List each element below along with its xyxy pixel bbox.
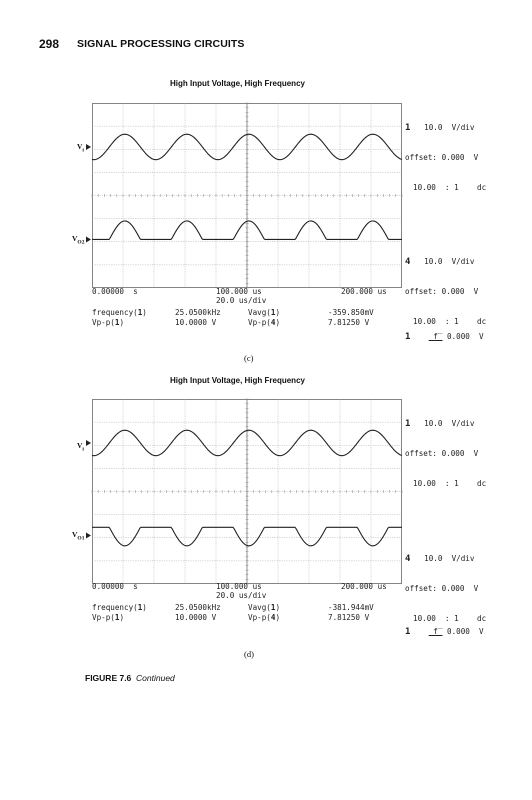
ground-marker-ch4 <box>86 532 91 538</box>
trace-label-vi: $V_i$ <box>77 441 84 453</box>
vpp-ch4-label: Vp-p(4) <box>248 318 281 327</box>
figure-label: FIGURE 7.6 <box>85 673 132 683</box>
ch1-settings <box>405 103 486 213</box>
figure-caption <box>85 673 175 683</box>
vpp-ch4-label: Vp-p(4) <box>248 613 281 622</box>
vavg-value: -381.944mV <box>328 603 374 612</box>
time-end: 200.000 us <box>341 582 387 591</box>
time-mid: 100.000 us <box>216 287 262 296</box>
vavg-value: -359.850mV <box>328 308 374 317</box>
ch1-coupling: 10.00 : 1 dc <box>413 183 487 192</box>
measurement-row-1: frequency(1) <box>92 308 147 317</box>
ch4-scale-line <box>405 554 486 564</box>
ground-marker-ch1 <box>86 144 91 150</box>
vpp-ch4-value: 7.81250 V <box>328 318 370 327</box>
time-start: 0.00000 s <box>92 287 138 296</box>
trace-label-vi: $V_i$ <box>77 142 84 154</box>
frequency-value: 25.0500kHz <box>175 308 221 317</box>
ch1-number: 1 <box>405 419 411 429</box>
vpp-ch1-value: 10.0000 V <box>175 318 217 327</box>
ch1-settings <box>405 399 486 509</box>
ch4-scale: 10.0 V/div <box>424 257 475 266</box>
ch1-number: 1 <box>405 123 411 133</box>
trace-label-vo2: $V_{O2}$ <box>72 234 85 246</box>
time-end: 200.000 us <box>341 287 387 296</box>
ch4-number: 4 <box>405 554 411 564</box>
ch4-scale-line <box>405 257 486 267</box>
time-per-div: 20.0 us/div <box>216 591 267 600</box>
running-head: SIGNAL PROCESSING CIRCUITS <box>77 38 245 50</box>
page-number: 298 <box>39 37 60 51</box>
trigger-edge-icon: _f‾ <box>428 332 443 341</box>
time-start: 0.00000 s <box>92 582 138 591</box>
trigger-readout <box>405 332 484 342</box>
vpp-ch1-value: 10.0000 V <box>175 613 217 622</box>
trace-label-vo1: $V_{O1}$ <box>72 530 85 542</box>
measurement-row-2: Vp-p(1) <box>92 318 125 327</box>
ground-marker-ch1 <box>86 440 91 446</box>
ch4-coupling: 10.00 : 1 dc <box>413 317 487 326</box>
frequency-value: 25.0500kHz <box>175 603 221 612</box>
trigger-channel: 1 <box>405 627 411 637</box>
trigger-level: 0.000 V <box>447 627 484 636</box>
time-mid: 100.000 us <box>216 582 262 591</box>
panel-title: High Input Voltage, High Frequency <box>170 79 305 88</box>
trigger-readout <box>405 627 484 637</box>
ch1-offset: offset: 0.000 V <box>405 449 479 458</box>
panel-letter: (d) <box>244 649 254 659</box>
trigger-edge-icon: _f‾ <box>428 627 443 636</box>
ch4-settings <box>405 237 486 347</box>
ch4-number: 4 <box>405 257 411 267</box>
figure-caption-text: Continued <box>136 673 175 683</box>
ch1-scale: 10.0 V/div <box>424 419 475 428</box>
oscilloscope-grid <box>92 399 402 584</box>
ch4-offset: offset: 0.000 V <box>405 584 479 593</box>
vavg-label: Vavg(1) <box>248 603 281 612</box>
ground-marker-ch4 <box>86 236 91 242</box>
trigger-level: 0.000 V <box>447 332 484 341</box>
ch1-coupling: 10.00 : 1 dc <box>413 479 487 488</box>
measurement-row-1: frequency(1) <box>92 603 147 612</box>
measurement-row-2: Vp-p(1) <box>92 613 125 622</box>
trigger-channel: 1 <box>405 332 411 342</box>
panel-title: High Input Voltage, High Frequency <box>170 376 305 385</box>
ch1-scale-line <box>405 123 486 133</box>
ch4-scale: 10.0 V/div <box>424 554 475 563</box>
ch1-scale: 10.0 V/div <box>424 123 475 132</box>
panel-letter: (c) <box>244 353 254 363</box>
ch1-scale-line <box>405 419 486 429</box>
oscilloscope-grid <box>92 103 402 288</box>
vavg-label: Vavg(1) <box>248 308 281 317</box>
time-per-div: 20.0 us/div <box>216 296 267 305</box>
ch1-offset: offset: 0.000 V <box>405 153 479 162</box>
ch4-coupling: 10.00 : 1 dc <box>413 614 487 623</box>
vpp-ch4-value: 7.81250 V <box>328 613 370 622</box>
ch4-offset: offset: 0.000 V <box>405 287 479 296</box>
